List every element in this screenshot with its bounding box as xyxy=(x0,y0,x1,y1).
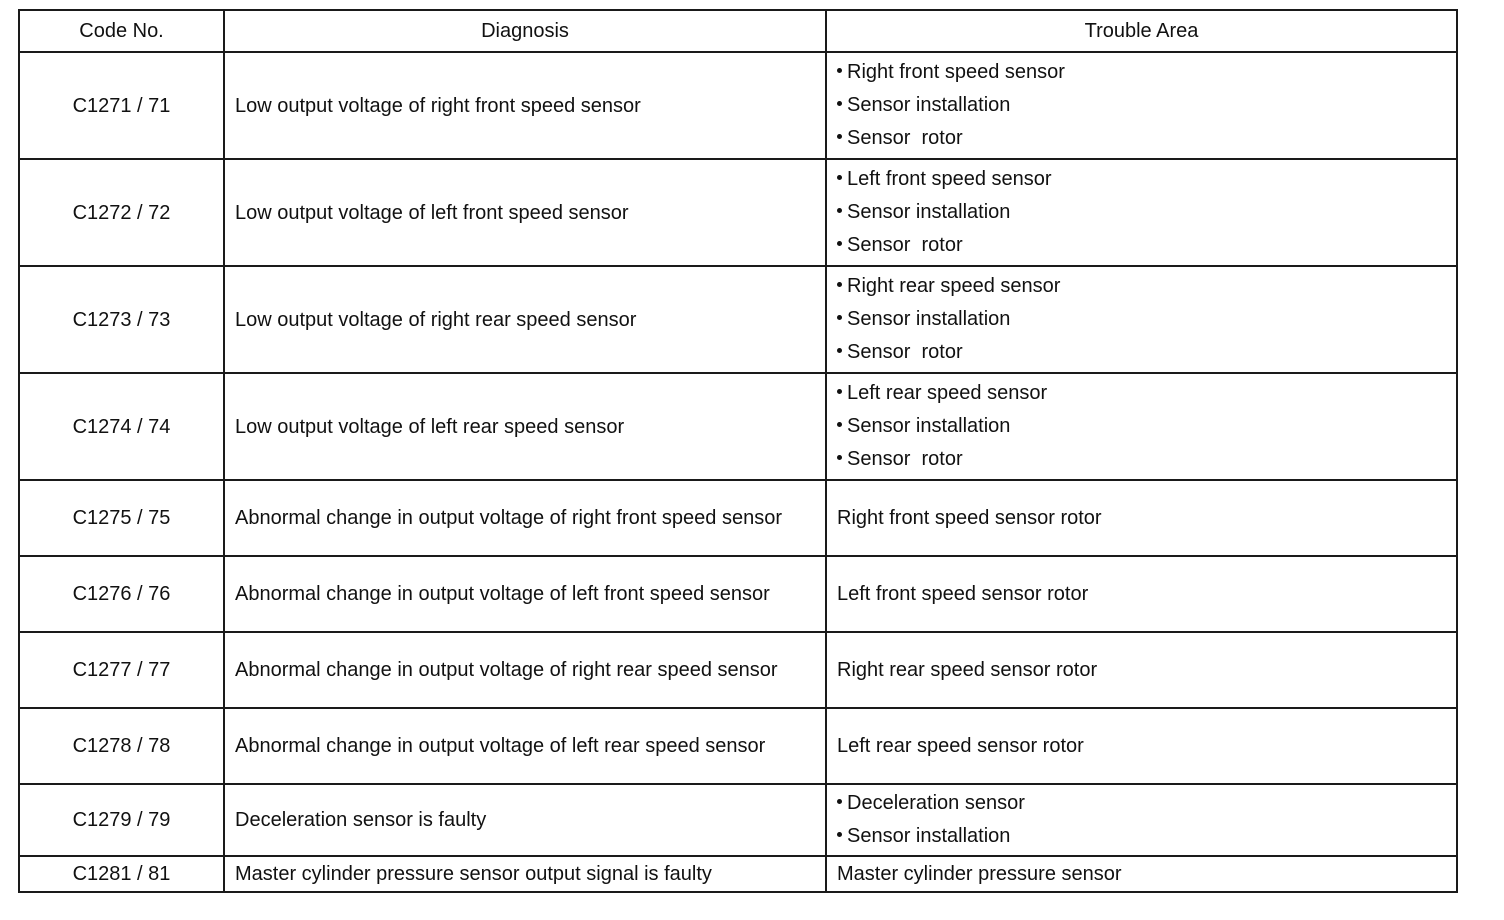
table-row xyxy=(19,480,1457,556)
bullet-icon xyxy=(837,315,842,320)
trouble-area-item: Sensor installation xyxy=(837,89,1448,122)
bullet-icon xyxy=(837,389,842,394)
bullet-icon xyxy=(837,241,842,246)
diagnostic-code-table xyxy=(18,9,1458,893)
diagnosis-cell: Deceleration sensor is faulty xyxy=(224,784,826,856)
trouble-area-item: Sensor installation xyxy=(837,196,1448,229)
table-row xyxy=(19,266,1457,373)
code-cell: C1279 / 79 xyxy=(19,784,224,856)
trouble-area-cell xyxy=(826,159,1457,266)
trouble-area-item: Sensor installation xyxy=(837,303,1448,336)
bullet-icon xyxy=(837,134,842,139)
trouble-area-list xyxy=(837,270,1448,369)
table-row xyxy=(19,856,1457,892)
code-cell: C1274 / 74 xyxy=(19,373,224,480)
diagnosis-cell: Low output voltage of left rear speed sensor xyxy=(224,373,826,480)
trouble-area-item: Deceleration sensor xyxy=(837,787,1448,820)
trouble-area-item: Sensor installation xyxy=(837,410,1448,443)
trouble-area-cell: Right rear speed sensor rotor xyxy=(826,632,1457,708)
table-row xyxy=(19,784,1457,856)
diagnosis-cell: Abnormal change in output voltage of left front speed sensor xyxy=(224,556,826,632)
code-cell: C1278 / 78 xyxy=(19,708,224,784)
diagnosis-cell: Abnormal change in output voltage of right rear speed sensor xyxy=(224,632,826,708)
trouble-area-item: Right front speed sensor xyxy=(837,56,1448,89)
column-header-code: Code No. xyxy=(19,10,224,52)
diagnosis-cell: Master cylinder pressure sensor output signal is faulty xyxy=(224,856,826,892)
trouble-area-item: Left front speed sensor xyxy=(837,163,1448,196)
code-cell: C1276 / 76 xyxy=(19,556,224,632)
code-cell: C1272 / 72 xyxy=(19,159,224,266)
table-row xyxy=(19,556,1457,632)
code-cell: C1271 / 71 xyxy=(19,52,224,159)
code-cell: C1281 / 81 xyxy=(19,856,224,892)
bullet-icon xyxy=(837,101,842,106)
trouble-area-list xyxy=(837,163,1448,262)
code-cell: C1277 / 77 xyxy=(19,632,224,708)
trouble-area-item: Right rear speed sensor xyxy=(837,270,1448,303)
diagnosis-cell: Low output voltage of right front speed sensor xyxy=(224,52,826,159)
trouble-area-item: Sensor rotor xyxy=(837,229,1448,262)
trouble-area-item: Sensor rotor xyxy=(837,443,1448,476)
table-row xyxy=(19,52,1457,159)
trouble-area-cell xyxy=(826,266,1457,373)
bullet-icon xyxy=(837,175,842,180)
table-row xyxy=(19,373,1457,480)
column-header-diagnosis: Diagnosis xyxy=(224,10,826,52)
bullet-icon xyxy=(837,208,842,213)
trouble-area-cell xyxy=(826,373,1457,480)
trouble-area-cell xyxy=(826,52,1457,159)
diagnosis-cell: Abnormal change in output voltage of left rear speed sensor xyxy=(224,708,826,784)
table-header-row xyxy=(19,10,1457,52)
trouble-area-cell xyxy=(826,784,1457,856)
trouble-area-list xyxy=(837,787,1448,853)
trouble-area-item: Left rear speed sensor xyxy=(837,377,1448,410)
diagnosis-cell: Low output voltage of left front speed sensor xyxy=(224,159,826,266)
trouble-area-cell: Right front speed sensor rotor xyxy=(826,480,1457,556)
bullet-icon xyxy=(837,68,842,73)
trouble-area-list xyxy=(837,377,1448,476)
bullet-icon xyxy=(837,422,842,427)
bullet-icon xyxy=(837,455,842,460)
trouble-area-cell: Left front speed sensor rotor xyxy=(826,556,1457,632)
table-row xyxy=(19,632,1457,708)
trouble-area-list xyxy=(837,56,1448,155)
code-cell: C1275 / 75 xyxy=(19,480,224,556)
bullet-icon xyxy=(837,348,842,353)
table-row xyxy=(19,708,1457,784)
code-cell: C1273 / 73 xyxy=(19,266,224,373)
bullet-icon xyxy=(837,282,842,287)
column-header-trouble-area: Trouble Area xyxy=(826,10,1457,52)
trouble-area-item: Sensor rotor xyxy=(837,336,1448,369)
trouble-area-cell: Master cylinder pressure sensor xyxy=(826,856,1457,892)
trouble-area-item: Sensor installation xyxy=(837,820,1448,853)
trouble-area-item: Sensor rotor xyxy=(837,122,1448,155)
table-row xyxy=(19,159,1457,266)
diagnosis-cell: Low output voltage of right rear speed sensor xyxy=(224,266,826,373)
bullet-icon xyxy=(837,799,842,804)
trouble-area-cell: Left rear speed sensor rotor xyxy=(826,708,1457,784)
diagnosis-cell: Abnormal change in output voltage of right front speed sensor xyxy=(224,480,826,556)
bullet-icon xyxy=(837,832,842,837)
